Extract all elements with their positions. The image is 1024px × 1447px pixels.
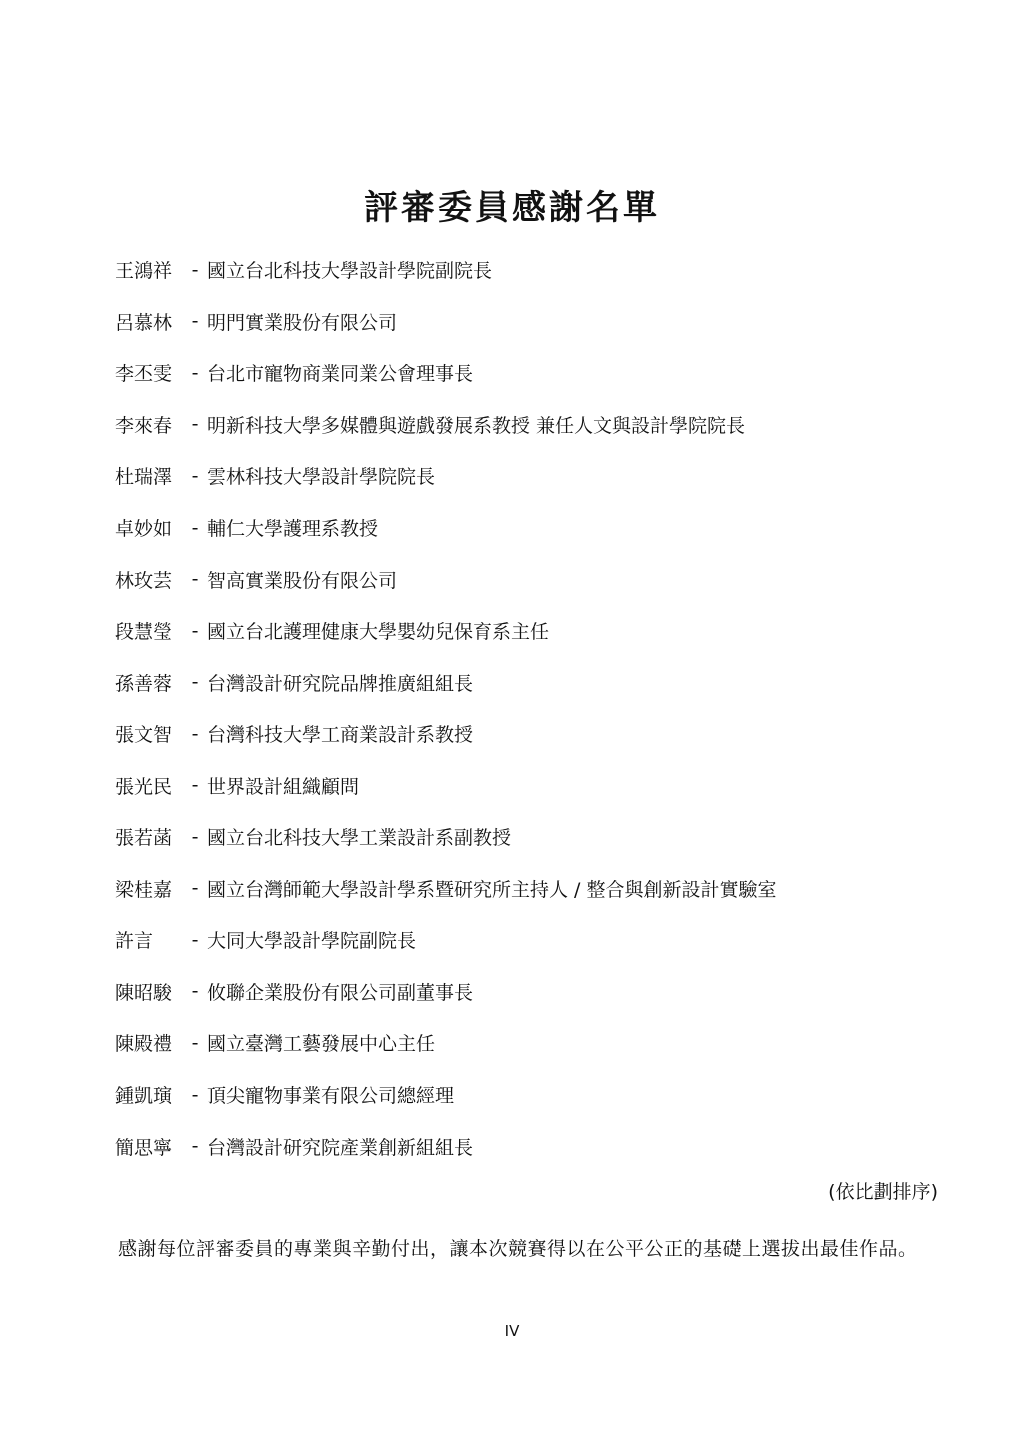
judge-row — [115, 296, 975, 348]
judge-row — [115, 966, 975, 1018]
judge-row — [115, 914, 975, 966]
judge-title: 輔仁大學護理系教授 — [207, 518, 379, 540]
separator: - — [191, 258, 199, 281]
separator: - — [191, 980, 199, 1003]
judge-list — [115, 244, 975, 1172]
judge-row — [115, 811, 975, 863]
judge-name: 李丕雯 — [115, 363, 173, 386]
judge-row — [115, 399, 975, 451]
judge-title: 智高實業股份有限公司 — [207, 569, 398, 592]
judge-name: 鍾凱璌 — [115, 1085, 173, 1108]
separator: - — [191, 361, 199, 384]
judge-row — [115, 553, 975, 605]
separator: - — [191, 619, 199, 642]
thanks-paragraph: 感謝每位評審委員的專業與辛勤付出，讓本次競賽得以在公平公正的基礎上選拔出最佳作品。 — [118, 1238, 918, 1260]
judge-name: 段慧瑩 — [115, 621, 173, 644]
separator: - — [191, 722, 199, 745]
judge-row — [115, 863, 975, 915]
judge-row — [115, 759, 975, 811]
judge-row — [115, 1069, 975, 1121]
judge-name: 杜瑞澤 — [115, 466, 173, 489]
judge-title: 國立臺灣工藝發展中心主任 — [207, 1033, 436, 1056]
separator: - — [191, 516, 199, 539]
sort-order-note: (依比劃排序) — [828, 1181, 938, 1203]
judge-name: 張光民 — [115, 775, 173, 798]
judge-row — [115, 1120, 975, 1172]
judge-row — [115, 605, 975, 657]
judge-name: 梁桂嘉 — [115, 878, 173, 901]
judge-title: 世界設計組織顧問 — [207, 775, 360, 798]
judge-title: 大同大學設計學院副院長 — [207, 930, 417, 953]
separator: - — [191, 1135, 199, 1158]
separator: - — [191, 928, 199, 951]
separator: - — [191, 1031, 199, 1054]
separator: - — [191, 774, 199, 797]
judge-name: 呂慕林 — [115, 311, 173, 334]
separator: - — [191, 1083, 199, 1106]
judge-name: 陳殿禮 — [115, 1033, 173, 1056]
separator: - — [191, 671, 199, 694]
judge-name: 許言 — [115, 930, 154, 953]
judge-title: 台灣科技大學工商業設計系教授 — [207, 724, 474, 747]
judge-row — [115, 244, 975, 296]
judge-title: 雲林科技大學設計學院院長 — [207, 466, 436, 489]
judge-row — [115, 502, 975, 554]
judge-row — [115, 1017, 975, 1069]
judge-title: 明門實業股份有限公司 — [207, 311, 398, 334]
judge-title: 明新科技大學多媒體與遊戲發展系教授 兼任人文與設計學院院長 — [207, 414, 746, 437]
judge-name: 林玫芸 — [115, 569, 173, 592]
judge-title: 攸聯企業股份有限公司副董事長 — [207, 981, 474, 1004]
separator: - — [191, 825, 199, 848]
judge-name: 孫善蓉 — [115, 672, 173, 695]
judge-title: 國立台北科技大學設計學院副院長 — [207, 260, 493, 283]
separator: - — [191, 877, 199, 900]
judge-name: 張若菡 — [115, 827, 173, 850]
judge-name: 簡思寧 — [115, 1136, 173, 1159]
judge-title: 頂尖寵物事業有限公司總經理 — [207, 1085, 455, 1108]
judge-title: 國立台北科技大學工業設計系副教授 — [207, 827, 512, 850]
judge-title: 台灣設計研究院產業創新組組長 — [207, 1136, 474, 1159]
judge-row — [115, 347, 975, 399]
separator: - — [191, 413, 199, 436]
page-number: IV — [504, 1322, 520, 1340]
judge-row — [115, 708, 975, 760]
judge-row — [115, 450, 975, 502]
page-title: 評審委員感謝名單 — [364, 188, 660, 228]
judge-title: 台北市寵物商業同業公會理事長 — [207, 363, 474, 386]
judge-title: 國立台北護理健康大學嬰幼兒保育系主任 — [207, 621, 550, 644]
judge-title: 台灣設計研究院品牌推廣組組長 — [207, 672, 474, 695]
judge-name: 張文智 — [115, 724, 173, 747]
judge-title: 國立台灣師範大學設計學系暨研究所主持人 / 整合與創新設計實驗室 — [207, 878, 777, 901]
judge-name: 卓妙如 — [115, 518, 173, 540]
judge-name: 王鴻祥 — [115, 260, 173, 283]
separator: - — [191, 310, 199, 333]
separator: - — [191, 464, 199, 487]
judge-name: 李來春 — [115, 414, 173, 437]
judge-name: 陳昭駿 — [115, 981, 173, 1004]
separator: - — [191, 568, 199, 591]
judge-row — [115, 656, 975, 708]
